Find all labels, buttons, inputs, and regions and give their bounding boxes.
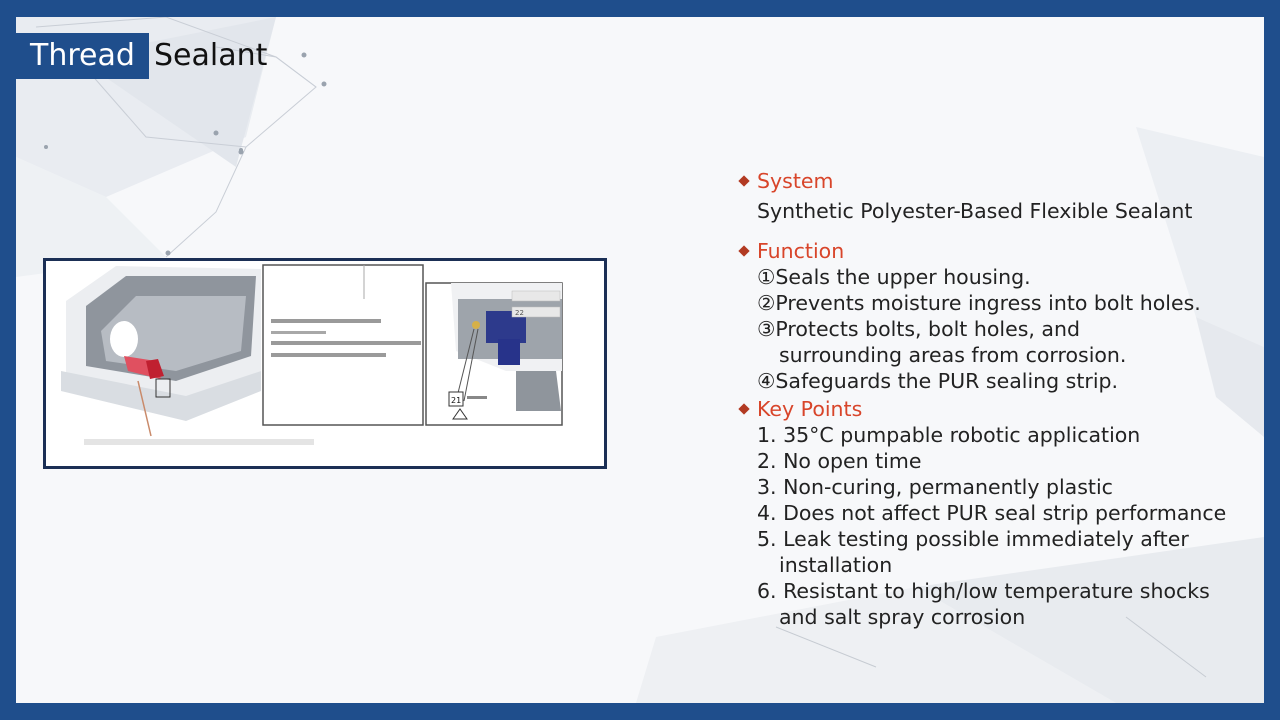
list-item-continuation: installation [779,553,893,577]
list-item-continuation: and salt spray corrosion [779,605,1026,629]
list-item: 2. No open time [757,449,922,473]
section-key-points [738,396,1226,630]
section-heading-text: Function [757,239,845,263]
slide [16,17,1264,703]
figure-label-22: 22 [515,309,524,317]
diamond-bullet-icon [738,245,749,256]
section-heading [738,396,1226,422]
list-item: 5. Leak testing possible immediately after [757,527,1189,551]
list-item: ④Safeguards the PUR sealing strip. [757,369,1119,393]
list-item-continuation: surrounding areas from corrosion. [779,343,1127,367]
list-item: ①Seals the upper housing. [757,265,1031,289]
section-function [738,238,1201,394]
list-item: 6. Resistant to high/low temperature shocks [757,579,1210,603]
diamond-bullet-icon [738,403,749,414]
section-heading [738,238,1201,264]
list-item: 4. Does not affect PUR seal strip performance [757,501,1227,525]
title-highlight: Thread [16,33,149,79]
section-heading [738,168,1192,194]
section-system [738,168,1192,224]
illustration-svg [46,261,604,466]
section-heading-text: Key Points [757,397,863,421]
title-text: Sealant [154,38,268,73]
list-item: Synthetic Polyester-Based Flexible Sealant [757,199,1193,223]
list-item: 3. Non-curing, permanently plastic [757,475,1113,499]
figure-callout-21: 21 [451,396,462,405]
list-item: ③Protects bolts, bolt holes, and [757,317,1080,341]
list-item: ②Prevents moisture ingress into bolt holes. [757,291,1201,315]
list-item: 1. 35°C pumpable robotic application [757,423,1141,447]
diamond-bullet-icon [738,175,749,186]
section-heading-text: System [757,169,834,193]
product-illustration [43,258,607,469]
